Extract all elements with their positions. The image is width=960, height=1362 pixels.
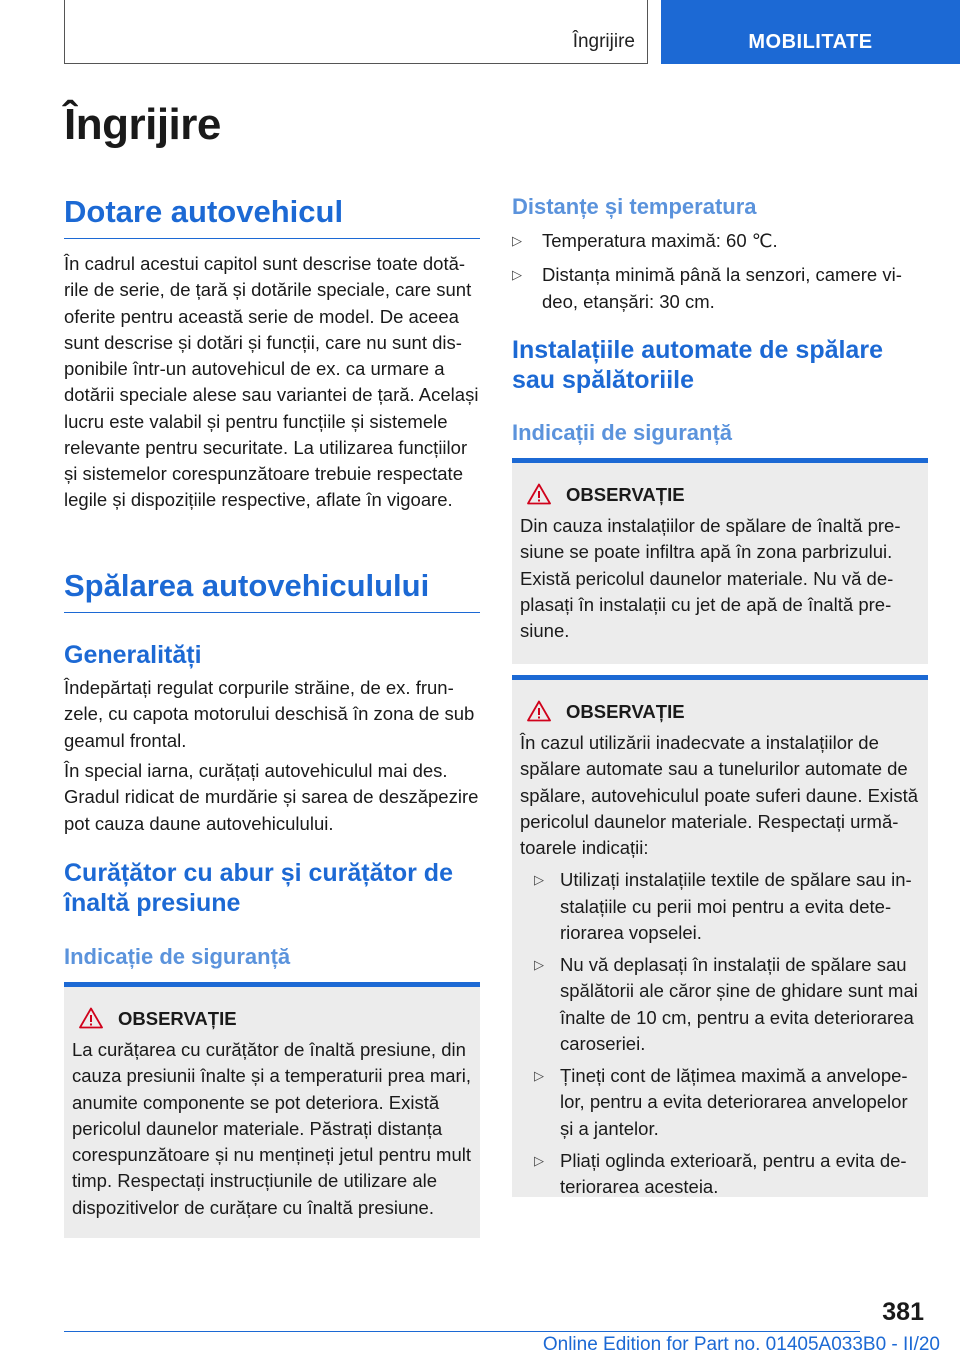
warning-header: [520, 700, 920, 726]
paragraph-dotare: În cadrul acestui capitol sunt descrise toate dotările de serie, de țară și dotările speciale, care sunt oferite pentru această serie de model. De aceea sunt descrise și dotări și funcții, care nu sunt disponibile într-un autovehicul de ex. ca urmare a dotării speciale alese sau variantei de țară. Același lucru este valabil și pentru funcțiile și sistemele relevante pentru securitate. La utilizarea funcțiilor și sistemelor corespunzătoare trebuie respectate legile și dispozițiile respective, aflate în vigoare.: [64, 253, 479, 511]
header-section-title: Îngrijire: [572, 31, 635, 52]
paragraph-generalitati-2: În special iarna, curățați autovehiculul mai des. Gradul ridicat de murdărie și sarea de deszăpezire pot cauza daune autovehiculului.: [64, 760, 479, 834]
list-item: ▷ Distanța minimă până la senzori, camere video, etanșări: 30 cm.: [512, 264, 902, 312]
footer-divider: [64, 1331, 860, 1332]
warning-box-high-pressure: [64, 982, 480, 1238]
heading-generalitati: Generalități: [64, 641, 202, 669]
warning-triangle-icon: [527, 483, 551, 505]
triangle-bullet-icon: ▷: [512, 233, 522, 248]
warning-header: [520, 483, 920, 509]
triangle-bullet-icon: ▷: [534, 1068, 544, 1084]
heading-curatator: Curățător cu abur și curățător de înaltă presiune: [64, 859, 453, 917]
warning-header: [72, 1007, 472, 1033]
page-title: Îngrijire: [64, 100, 221, 149]
heading-distante: Distanțe și temperatura: [512, 194, 757, 219]
list-item: ▷ Utilizați instalațiile textile de spălare sau instalațiile cu perii moi pentru a evita deteriorarea vopselei.: [534, 869, 912, 943]
heading-indicatie-siguranta: Indicație de siguranță: [64, 944, 291, 969]
warning-list: [520, 867, 920, 1200]
triangle-bullet-icon: ▷: [512, 267, 522, 283]
warning-triangle-icon: [527, 700, 551, 722]
header-chapter-label: MOBILITATE: [748, 31, 873, 53]
footer-edition: Online Edition for Part no. 01405A033B0 - II/20: [542, 1334, 940, 1355]
warning-title: OBSERVAȚIE: [566, 484, 685, 505]
warning-text: La curățarea cu curățător de înaltă presiune, din cauza presiunii înalte și a temperaturii prea mari, anumite componente se pot deteriora. Există pericolul daunelor materiale. Păstrați distanța corespunzătoare și nu mențineți jetul pentru mult timp. Respectați instrucțiunile de utilizare ale dispozitivelor de curățare cu înaltă presiune.: [72, 1039, 471, 1218]
page-number: 381: [882, 1298, 924, 1326]
warning-title: OBSERVAȚIE: [566, 701, 685, 722]
triangle-bullet-icon: ▷: [534, 872, 544, 888]
header-chapter-tab[interactable]: [661, 0, 960, 64]
list-item: ▷ Temperatura maximă: 60 ℃.: [512, 228, 928, 254]
list-item: ▷ Țineți cont de lățimea maximă a anvelopelor, pentru a evita deteriorarea anvelopelor și a jantelor.: [534, 1065, 908, 1139]
warning-triangle-icon: [79, 1007, 103, 1029]
list-item: ▷ Pliați oglinda exterioară, pentru a evita deteriorarea acesteia.: [534, 1149, 907, 1198]
list-distante: [512, 228, 928, 315]
triangle-bullet-icon: ▷: [534, 957, 544, 973]
list-item: ▷ Nu vă deplasați în instalații de spălare sau spălătorii ale căror șine de ghidare sunt mai înalte de 10 cm, pentru a evita deteriorarea caroseriei.: [534, 954, 918, 1054]
heading-instalatii: Instalațiile automate de spălare sau spălătoriile: [512, 336, 883, 394]
warning-text: În cazul utilizării inadecvate a instalațiilor de spălare automate sau a tunelurilor automate de spălare, autovehiculul poate suferi daune. Există pericolul daunelor materiale. Respectați următoarele indicații:: [520, 732, 919, 859]
paragraph-generalitati-1: Îndepărtați regulat corpurile străine, de ex. frunzele, cu capota motorului deschisă în zona de sub geamul frontal.: [64, 677, 475, 751]
triangle-bullet-icon: ▷: [534, 1152, 544, 1168]
heading-indicatii-siguranta: Indicații de siguranță: [512, 420, 733, 445]
warning-box-automatic-wash: [512, 675, 928, 1197]
heading-dotare: Dotare autovehicul: [64, 193, 480, 239]
warning-title: OBSERVAȚIE: [118, 1008, 237, 1029]
heading-spalarea: Spălarea autovehiculului: [64, 567, 480, 613]
warning-box-water-infiltration: [512, 458, 928, 664]
warning-text: Din cauza instalațiilor de spălare de înaltă presiune se poate infiltra apă în zona parbrizului. Există pericolul daunelor materiale. Nu vă deplasați în instalații cu jet de apă de înaltă presiune.: [520, 515, 901, 642]
header-section-box: [64, 0, 648, 64]
